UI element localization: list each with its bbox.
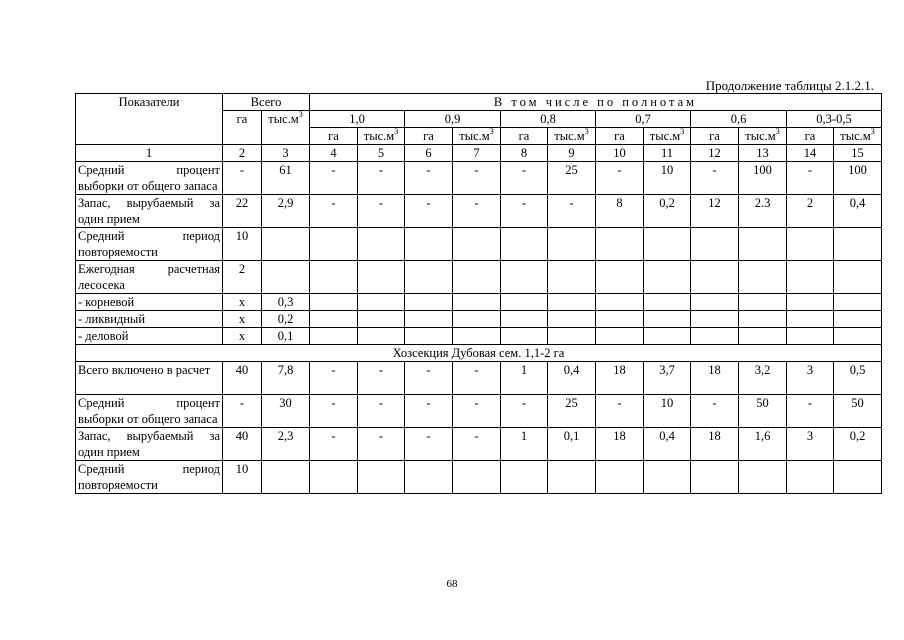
table-cell [501,311,548,328]
table-cell [453,461,501,494]
table-cell [787,461,834,494]
table-cell [310,261,358,294]
table-row [76,362,882,395]
table-cell: 30 [262,395,310,428]
unit-ha: га [787,128,834,145]
table-cell [596,461,644,494]
table-cell [834,461,882,494]
table-cell: 3,7 [644,362,691,395]
column-number: 12 [691,145,739,162]
table-cell: х [223,311,262,328]
table-cell: 2 [223,261,262,294]
table-row [76,328,882,345]
table-cell [501,228,548,261]
table-cell: х [223,328,262,345]
table-cell [358,294,405,311]
table-cell [310,328,358,345]
table-cell: 0,2 [644,195,691,228]
density-header: 0,3-0,5 [787,111,882,128]
unit-ha: га [691,128,739,145]
table-cell [787,261,834,294]
table-cell [787,328,834,345]
table-cell [691,261,739,294]
table-cell [310,294,358,311]
table-cell: - [787,162,834,195]
table-cell [453,311,501,328]
table-cell: 3 [787,428,834,461]
column-number: 2 [223,145,262,162]
table-cell [453,228,501,261]
table-cell: 22 [223,195,262,228]
table-cell [358,228,405,261]
table-cell [501,328,548,345]
table-cell: - [501,395,548,428]
table-cell [548,328,596,345]
table-cell: 100 [834,162,882,195]
table-cell [405,261,453,294]
header-including: В том числе по полнотам [310,94,882,111]
table-cell [596,311,644,328]
table-cell [596,261,644,294]
table-cell [644,228,691,261]
table-cell: - [405,428,453,461]
table-cell [739,294,787,311]
table-cell [310,311,358,328]
table-cell: - [310,428,358,461]
table-cell [358,461,405,494]
table-cell [739,328,787,345]
table-cell [787,311,834,328]
table-cell: - [223,162,262,195]
density-header: 0,7 [596,111,691,128]
table-cell: 0,1 [262,328,310,345]
table-cell [644,328,691,345]
table-cell: 0,4 [834,195,882,228]
table-row [76,261,882,294]
table-row [76,294,882,311]
table-cell: - [501,162,548,195]
table-cell [501,261,548,294]
table-cell: 2 [787,195,834,228]
table-cell [358,328,405,345]
table-cell [644,461,691,494]
table-cell [739,228,787,261]
unit-thousand-m3: $тыс.м^3$ [548,128,596,145]
table-row [76,428,882,461]
table-cell [834,311,882,328]
row-label: - корневой [76,294,223,311]
column-number: 14 [787,145,834,162]
table-cell: 2,9 [262,195,310,228]
table-cell [310,228,358,261]
column-number: 13 [739,145,787,162]
column-number: 15 [834,145,882,162]
row-label: - деловой [76,328,223,345]
table-cell [262,461,310,494]
table-cell [358,311,405,328]
table-cell: 18 [691,362,739,395]
table-cell: 61 [262,162,310,195]
header-indicators: Показатели [76,94,223,145]
unit-ha: га [310,128,358,145]
row-label: Запас, вырубаемый за один прием [76,428,223,461]
table-cell: 3,2 [739,362,787,395]
unit-thousand-m3: $тыс.м^3$ [834,128,882,145]
table-cell: 1 [501,362,548,395]
table-cell [834,261,882,294]
table-cell [739,461,787,494]
table-cell [834,228,882,261]
table-cell: - [405,162,453,195]
table-cell: 0,5 [834,362,882,395]
table-cell: 1 [501,428,548,461]
table-cell: 0,2 [834,428,882,461]
table-cell [453,328,501,345]
page-number: 68 [446,578,458,590]
table-cell: - [453,195,501,228]
table-cell: 25 [548,162,596,195]
table-cell: 0,4 [548,362,596,395]
row-label: - ликвидный [76,311,223,328]
column-number: 9 [548,145,596,162]
table-cell [548,294,596,311]
table-row [76,395,882,428]
table-cell: - [787,395,834,428]
table-cell [548,461,596,494]
data-table [75,93,882,494]
table-cell: х [223,294,262,311]
table-cell [739,311,787,328]
column-number: 11 [644,145,691,162]
density-header: 1,0 [310,111,405,128]
table-cell: 0,3 [262,294,310,311]
table-cell: 25 [548,395,596,428]
table-cell: - [310,395,358,428]
column-number: 10 [596,145,644,162]
column-number: 3 [262,145,310,162]
table-cell: - [453,162,501,195]
column-number: 5 [358,145,405,162]
table-cell [548,228,596,261]
table-cell: - [596,395,644,428]
table-cell: - [405,395,453,428]
row-label: Всего включено в расчет [76,362,223,395]
table-row [76,461,882,494]
table-row [76,311,882,328]
table-cell [834,328,882,345]
table-cell [310,461,358,494]
table-cell: 100 [739,162,787,195]
table-cell [644,311,691,328]
table-cell: 3 [787,362,834,395]
table-cell: 8 [596,195,644,228]
table-cell [691,228,739,261]
table-cell: 10 [644,162,691,195]
unit-thousand-m3: $тыс.м^3$ [453,128,501,145]
table-cell: 2.3 [739,195,787,228]
table-cell [405,311,453,328]
row-label: Средний период повторяемости [76,228,223,261]
table-cell [596,294,644,311]
table-cell [548,261,596,294]
table-cell [596,328,644,345]
table-cell: 50 [739,395,787,428]
table-cell [453,261,501,294]
table-cell [691,461,739,494]
table-cell: 0,2 [262,311,310,328]
table-cell: 40 [223,362,262,395]
table-cell: - [358,428,405,461]
table-cell: 0,1 [548,428,596,461]
row-label: Запас, вырубаемый за один прием [76,195,223,228]
table-cell: 2,3 [262,428,310,461]
table-cell: - [223,395,262,428]
table-cell [691,328,739,345]
table-caption: Продолжение таблицы 2.1.2.1. [705,78,874,93]
table-cell: - [310,195,358,228]
density-header: 0,6 [691,111,787,128]
header-total-unit: $тыс.м^3$ [262,111,310,145]
table-cell: - [691,395,739,428]
table-cell [405,228,453,261]
density-header: 0,8 [501,111,596,128]
table-cell: - [310,362,358,395]
unit-ha: га [501,128,548,145]
header-total: Всего [223,94,310,111]
table-cell: 40 [223,428,262,461]
table-cell: - [501,195,548,228]
column-number: 8 [501,145,548,162]
table-cell: 50 [834,395,882,428]
table-cell [262,228,310,261]
column-number: 6 [405,145,453,162]
table-cell [262,261,310,294]
table-cell: - [548,195,596,228]
table-cell: - [453,428,501,461]
table-cell [405,461,453,494]
table-cell [405,294,453,311]
table-cell [453,294,501,311]
column-number: 1 [76,145,223,162]
table-cell: 18 [596,362,644,395]
header-total-ha: га [223,111,262,145]
table-row [76,228,882,261]
table-cell: - [691,162,739,195]
column-number: 7 [453,145,501,162]
row-label: Средний процент выборки от общего запаса [76,162,223,195]
table-cell [358,261,405,294]
table-cell [596,228,644,261]
unit-thousand-m3: $тыс.м^3$ [739,128,787,145]
table-cell [405,328,453,345]
table-cell [739,261,787,294]
table-cell: 18 [596,428,644,461]
table-cell: - [358,162,405,195]
table-cell: 10 [223,228,262,261]
table-cell [548,311,596,328]
table-cell [787,228,834,261]
table-cell: 0,4 [644,428,691,461]
unit-thousand-m3: $тыс.м^3$ [358,128,405,145]
column-number: 4 [310,145,358,162]
table-cell: 1,6 [739,428,787,461]
unit-ha: га [405,128,453,145]
unit-ha: га [596,128,644,145]
unit-thousand-m3: $тыс.м^3$ [644,128,691,145]
table-cell: - [358,395,405,428]
table-cell: - [358,195,405,228]
table-cell: - [405,195,453,228]
density-header: 0,9 [405,111,501,128]
table-cell: - [453,362,501,395]
table-row [76,195,882,228]
row-label: Ежегодная расчетная лесосека [76,261,223,294]
table-cell: - [453,395,501,428]
table-cell [644,294,691,311]
row-label: Средний период повторяемости [76,461,223,494]
table-cell [787,294,834,311]
table-cell: - [358,362,405,395]
table-cell: 10 [644,395,691,428]
table-cell: - [405,362,453,395]
table-cell [501,461,548,494]
table-cell: 10 [223,461,262,494]
table-cell: - [310,162,358,195]
table-cell: 18 [691,428,739,461]
table-cell: 12 [691,195,739,228]
row-label: Средний процент выборки от общего запаса [76,395,223,428]
section-title: Хозсекция Дубовая сем. 1,1-2 га [76,345,882,362]
table-cell [691,311,739,328]
table-cell [834,294,882,311]
table-row [76,162,882,195]
table-cell [501,294,548,311]
table-cell: 7,8 [262,362,310,395]
table-cell: - [596,162,644,195]
table-cell [644,261,691,294]
table-cell [691,294,739,311]
